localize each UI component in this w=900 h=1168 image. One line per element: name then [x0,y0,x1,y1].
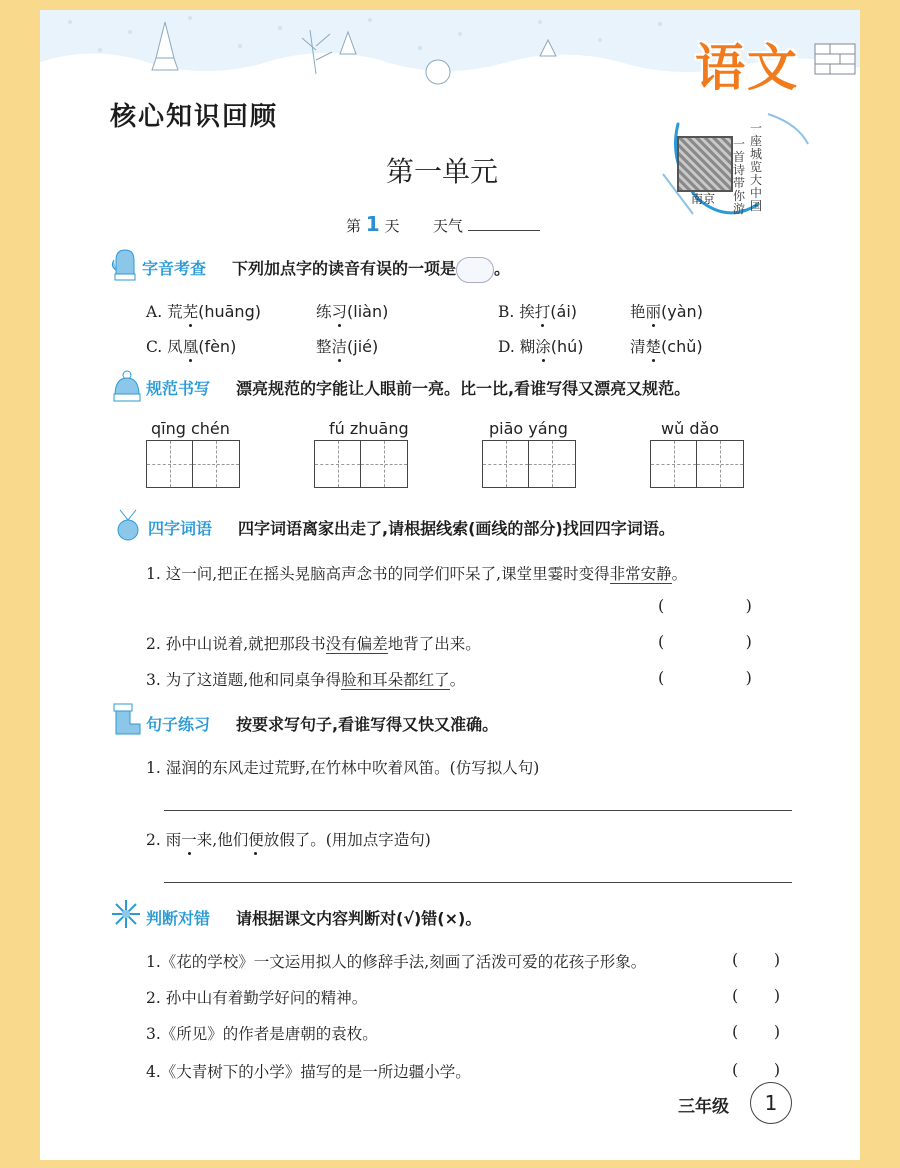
section-heading: 核心知识回顾 [110,102,279,132]
writing-grid-2[interactable] [314,440,408,488]
qr-left-text: 一首诗带你游 [733,137,746,216]
idioms-desc: 四字词语离家出走了,请根据线索(画线的部分)找回四字词语。 [238,519,675,538]
weather-label: 天气 [432,217,463,235]
option-a-2[interactable]: 练习(liàn) [316,302,389,321]
snowflake-icon [110,898,142,930]
judge-item-4: 4.《大青树下的小学》描写的是一所边疆小学。 [146,1063,471,1081]
idioms-title: 四字词语 [148,519,213,538]
idiom-item-2: 2. 孙中山说着,就把那段书没有偏差地背了出来。 [146,635,481,653]
judge-answer-2[interactable]: ( ) [732,986,781,1005]
qr-city-label: 南京 [691,192,716,206]
option-b-2[interactable]: 艳丽(yàn) [630,302,703,321]
option-c-2[interactable]: 整洁(jié) [316,337,379,356]
option-c-1[interactable]: C. 凤凰(fèn) [146,337,237,356]
sentence-item-2: 2. 雨一来,他们便放假了。(用加点字造句) [146,831,431,849]
worksheet-page [40,10,860,1160]
writing-title: 规范书写 [146,379,211,398]
idiom-answer-3[interactable]: ( ) [658,668,752,687]
qr-code[interactable] [677,136,733,192]
pronunciation-desc-text: 下列加点字的读音有误的一项是 [232,259,457,278]
answer-line-2[interactable] [164,882,792,883]
judge-title: 判断对错 [146,909,211,928]
idiom-item-1: 1. 这一问,把正在摇头晃脑高声念书的同学们吓呆了,课堂里霎时变得非常安静。 [146,565,688,583]
judge-desc: 请根据课文内容判断对(√)错(×)。 [236,909,482,928]
judge-item-1: 1.《花的学校》一文运用拟人的修辞手法,刻画了活泼可爱的花孩子形象。 [146,953,647,971]
answer-line-1[interactable] [164,810,792,811]
answer-bubble[interactable] [456,257,494,283]
option-b-1[interactable]: B. 挨打(ái) [498,302,578,321]
pinyin-1: qīng chén [151,419,230,438]
day-prefix: 第 [346,217,362,235]
option-d-1[interactable]: D. 糊涂(hú) [498,337,584,356]
writing-grid-4[interactable] [650,440,744,488]
judge-item-2: 2. 孙中山有着勤学好问的精神。 [146,989,368,1007]
pinyin-2: fú zhuāng [329,419,409,438]
idiom-item-3: 3. 为了这道题,他和同桌争得脸和耳朵都红了。 [146,671,466,689]
mitten-icon [108,246,142,282]
snowball-icon [110,506,146,542]
writing-grid-3[interactable] [482,440,576,488]
pinyin-4: wǔ dǎo [661,419,720,438]
option-a-1[interactable]: A. 荒芜(huāng) [146,302,261,321]
pronunciation-title: 字音考查 [142,259,207,278]
unit-title: 第一单元 [386,155,499,188]
grade-label: 三年级 [678,1097,729,1117]
pinyin-3: piāo yáng [489,419,568,438]
judge-answer-1[interactable]: ( ) [732,950,781,969]
judge-answer-4[interactable]: ( ) [732,1060,781,1079]
subject-label: 语文 [695,39,799,97]
knit-hat-icon [112,370,142,402]
idiom-answer-2[interactable]: ( ) [658,632,752,651]
qr-right-text: 一座城览大中国 [750,121,763,213]
day-suffix: 天 [384,217,400,235]
writing-desc: 漂亮规范的字能让人眼前一亮。比一比,看谁写得又漂亮又规范。 [236,379,691,398]
weather-blank[interactable] [468,216,540,231]
boot-icon [110,702,144,738]
judge-item-3: 3.《所见》的作者是唐朝的袁枚。 [146,1025,378,1043]
writing-grid-1[interactable] [146,440,240,488]
day-number: 1 [365,212,380,236]
sentences-title: 句子练习 [146,715,211,734]
sentences-desc: 按要求写句子,看谁写得又快又准确。 [236,715,499,734]
idiom-answer-1[interactable]: ( ) [658,596,752,615]
pronunciation-desc: 下列加点字的读音有误的一项是 。 [232,256,510,283]
option-d-2[interactable]: 清楚(chǔ) [630,337,703,356]
sentence-item-1: 1. 湿润的东风走过荒野,在竹林中吹着风笛。(仿写拟人句) [146,759,540,777]
page-number: 1 [750,1082,792,1124]
day-line [346,212,540,236]
judge-answer-3[interactable]: ( ) [732,1022,781,1041]
